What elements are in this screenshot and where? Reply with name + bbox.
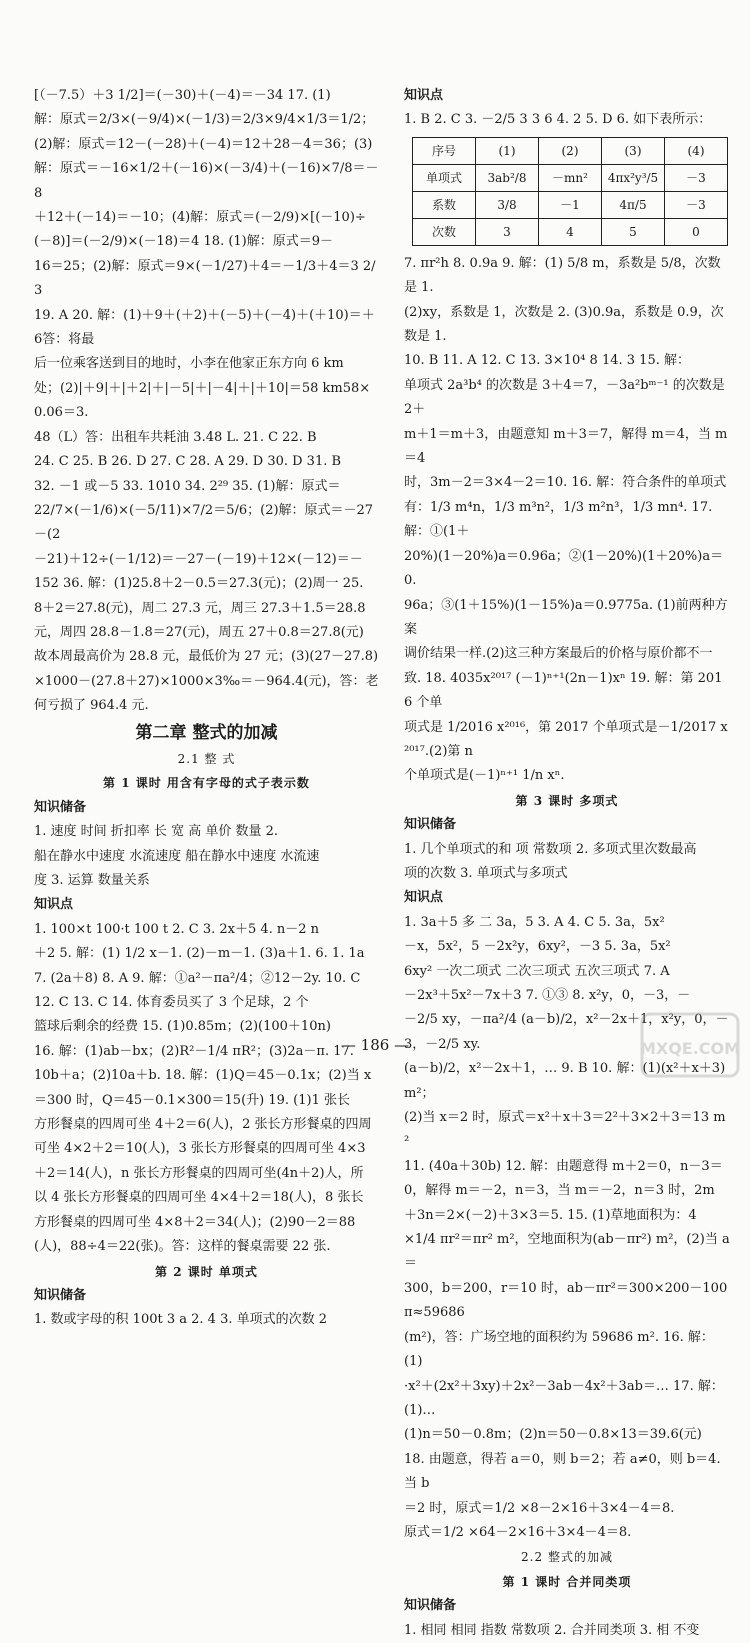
answer-line: 度 3. 运算 数量关系 bbox=[34, 873, 150, 888]
heading-title: 知识点 bbox=[34, 897, 74, 913]
heading-title: 知识点 bbox=[404, 88, 444, 103]
answer-line: 300，b＝200，r＝10 时，ab－πr²＝300×200－100π≈59686 bbox=[404, 1280, 728, 1321]
answer-line: 原式＝1/2 ×64－2×16＋3×4－4＝8. bbox=[404, 1524, 632, 1540]
table-cell: －3 bbox=[665, 164, 728, 191]
answer-line: 22/7×(－1/6)×(－5/11)×7/2＝5/6；(2)解：原式＝－27－(2 bbox=[34, 502, 374, 543]
heading-title: 知识储备 bbox=[34, 1287, 87, 1303]
answer-line: 故本周最高价为 28.8 元，最低价为 27 元；(3)(27－27.8) bbox=[34, 649, 379, 665]
table-cell: 3/8 bbox=[476, 191, 539, 218]
answer-line: ＋12＋(－14)＝－10；(4)解：原式＝(－2/9)×[(－10)÷ bbox=[34, 210, 366, 226]
watermark-logo bbox=[640, 1010, 740, 1080]
row-header-cell: 序号 bbox=[413, 137, 476, 164]
table-cell: 4 bbox=[539, 218, 602, 245]
answer-line: 96a；③(1＋15%)(1－15%)a＝0.9775a. (1)前两种方案 bbox=[404, 597, 728, 637]
section-title: 2.2 整式的加减 bbox=[521, 1550, 613, 1565]
table-cell: 0 bbox=[665, 218, 728, 245]
answer-line: 18. 由题意，得若 a＝0，则 b＝2；若 a≠0，则 b＝4. 当 b bbox=[404, 1451, 721, 1492]
table-cell: (1) bbox=[476, 137, 539, 164]
table-cell: (4) bbox=[665, 137, 728, 164]
answer-line: 1. B 2. C 3. －2/5 3 3 6 4. 2 5. D 6. 如下表所示： bbox=[404, 112, 712, 128]
table-cell: －mn² bbox=[539, 164, 602, 191]
answer-line: ＝2 时，原式＝1/2 ×8－2×16＋3×4－4＝8. bbox=[404, 1500, 675, 1516]
row-header-cell: 系数 bbox=[413, 191, 476, 218]
answer-line: －x，5x²，5 －2x²y，6xy²，－3 5. 3a，5x² bbox=[404, 939, 671, 955]
answer-line: 个单项式是(－1)ⁿ⁺¹ 1/n xⁿ. bbox=[404, 768, 565, 784]
answer-line: 元，周四 28.8－1.8＝27(元)，周五 27＋0.8＝27.8(元) bbox=[34, 624, 364, 640]
answer-line: 20%)(1－20%)a＝0.96a；②(1－20%)(1＋20%)a＝0. bbox=[404, 548, 724, 589]
answer-line: (1)n＝50－0.8m；(2)n＝50－0.8×13＝39.6(元) bbox=[404, 1427, 702, 1443]
answer-line: (m²)，答：广场空地的面积约为 59686 m². 16. 解：(1) bbox=[404, 1329, 714, 1370]
answer-line: m＋1＝m＋3，由题意知 m＋3＝7，解得 m＝4，当 m＝4 bbox=[404, 426, 728, 467]
answer-line: 1. 100×t 100·t 100 t 2. C 3. 2x＋5 4. n－2 n bbox=[34, 921, 320, 937]
answer-line: ×1000－(27.8＋27)×1000×3‰＝－964.4(元)，答：老 bbox=[34, 673, 379, 689]
answer-line: 16. 解：(1)ab－bx；(2)R²－1/4 πR²；(3)2a－π. 17. bbox=[34, 1043, 354, 1059]
answer-line: 32. －1 或－5 33. 1010 34. 2²⁹ 35. (1)解：原式＝ bbox=[34, 478, 341, 494]
page-number: — 186 — bbox=[340, 1036, 410, 1054]
answer-line: (2)解：原式＝12－(－28)＋(－4)＝12＋28－4＝36；(3) bbox=[34, 136, 373, 152]
answer-line: 8＋2＝27.8(元)，周二 27.3 元，周三 27.3＋1.5＝28.8 bbox=[34, 600, 366, 616]
right-column-bottom bbox=[404, 252, 730, 1643]
answer-line: 项的次数 3. 单项式与多项式 bbox=[404, 865, 568, 881]
right-column-top bbox=[404, 84, 730, 133]
answer-line: ＋2＝14(人)，n 张长方形餐桌的四周可坐(4n＋2)人，所 bbox=[34, 1165, 364, 1181]
row-header-cell: 次数 bbox=[413, 218, 476, 245]
answer-line: (a－b)/2，x²－2x＋1，… 9. B 10. 解：(1)(x²＋x＋3) m²； bbox=[404, 1061, 726, 1101]
answer-line: 何亏损了 964.4 元. bbox=[34, 698, 149, 714]
heading-title: 知识储备 bbox=[34, 799, 87, 815]
answer-line: 24. C 25. B 26. D 27. C 28. A 29. D 30. D 31. B bbox=[34, 454, 342, 470]
answer-line: 19. A 20. 解：(1)＋9＋(＋2)＋(－5)＋(－4)＋(＋10)＝＋6答：将最 bbox=[34, 307, 375, 348]
answer-line: 有：1/3 m⁴n，1/3 m³n²，1/3 m²n³，1/3 mn⁴. 17. 解：①(1＋ bbox=[404, 499, 713, 540]
answer-line: (人)，88÷4＝22(张)。答：这样的餐桌需要 22 张. bbox=[34, 1239, 331, 1255]
answer-line: 方形餐桌的四周可坐 4＋2＝6(人)，2 张长方形餐桌的四周 bbox=[34, 1117, 372, 1133]
answer-line: ＋3n＝2×(－2)＋3×3＝5. 15. (1)草地面积为：4 bbox=[404, 1207, 697, 1223]
answer-line: (2)xy，系数是 1，次数是 2. (3)0.9a，系数是 0.9，次数是 1. bbox=[404, 304, 724, 345]
answer-line: [（－7.5）＋3 1/2]＝(－30)＋(－4)＝－34 17. (1) bbox=[34, 88, 331, 103]
answer-line: 船在静水中速度 水流速度 船在静水中速度 水流速 bbox=[34, 848, 320, 864]
svg-text:MXQE.COM: MXQE.COM bbox=[640, 1039, 740, 1058]
lesson-title: 第 2 课时 单项式 bbox=[155, 1264, 258, 1279]
answer-line: 方形餐桌的四周可坐 4×8＋2＝34(人)；(2)90－2＝88 bbox=[34, 1214, 356, 1230]
answer-line: 解：原式＝－16×1/2＋(－16)×(－3/4)＋(－16)×7/8＝－8 bbox=[34, 161, 379, 201]
answer-line: 单项式 2a³b⁴ 的次数是 3＋4＝7，－3a²bᵐ⁻¹ 的次数是 2＋ bbox=[404, 377, 725, 418]
answer-line: 7. (2a＋8) 8. A 9. 解：①a²－πa²/4；②12－2y. 10. C bbox=[34, 970, 361, 986]
answer-line: (2)当 x＝2 时，原式＝x²＋x＋3＝2²＋3×2＋3＝13 m² bbox=[404, 1110, 726, 1150]
table-cell: －1 bbox=[539, 191, 602, 218]
chapter-title: 第二章 整式的加减 bbox=[135, 722, 278, 743]
section-title: 2.1 整 式 bbox=[177, 751, 236, 766]
answer-line: ·x²＋(2x²＋3xy)＋2x²－3ab－4x²＋3ab＝… 17. 解：(1)… bbox=[404, 1378, 724, 1418]
answer-line: －2/5 xy，－πa²/4 (a－b)/2，x²－2x＋1，x²y，0，－3，－2/5 xy. bbox=[404, 1012, 729, 1052]
answer-line: 12. C 13. C 14. 体育委员买了 3 个足球，2 个 bbox=[34, 995, 309, 1011]
heading-title: 知识点 bbox=[404, 890, 444, 906]
answer-line: 48（L）答：出租车共耗油 3.48 L. 21. C 22. B bbox=[34, 429, 317, 445]
table-row bbox=[413, 191, 728, 218]
answer-line: 处；(2)|＋9|＋|＋2|＋|－5|＋|－4|＋|＋10|＝58 km58×0.06＝3. bbox=[34, 380, 371, 421]
answer-line: (－8)]＝(－2/9)×(－18)＝4 18. (1)解：原式＝9－ bbox=[34, 234, 334, 250]
table-cell: 4π/5 bbox=[602, 191, 665, 218]
table-cell: 3ab²/8 bbox=[476, 164, 539, 191]
table-cell: 5 bbox=[602, 218, 665, 245]
row-header-cell: 单项式 bbox=[413, 164, 476, 191]
heading-title: 知识储备 bbox=[404, 1598, 457, 1614]
answer-line: 11. (40a＋30b) 12. 解：由题意得 m＋2＝0，n－3＝0，解得 m＝－2，n＝3，当 m＝－2，n＝3 时，2m bbox=[404, 1158, 723, 1199]
heading-title: 知识储备 bbox=[404, 817, 457, 833]
answer-line: 解：原式＝2/3×(－9/4)×(－1/3)＝2/3×9/4×1/3＝1/2； bbox=[34, 112, 375, 128]
answer-line: 1. 速度 时间 折扣率 长 宽 高 单价 数量 2. bbox=[34, 824, 278, 840]
answer-line: 16＝25；(2)解：原式＝9×(－1/27)＋4＝－1/3＋4＝3 2/3 bbox=[34, 258, 376, 299]
answer-line: 后一位乘客送到目的地时，小李在他家正东方向 6 km bbox=[34, 356, 344, 372]
answer-line: 1. 数或字母的积 100t 3 a 2. 4 3. 单项式的次数 2 bbox=[34, 1312, 328, 1328]
lesson-title: 第 1 课时 合并同类项 bbox=[502, 1574, 632, 1589]
answer-line: ＋2 5. 解：(1) 1/2 x－1. (2)－m－1. (3)a＋1. 6. 1. 1a bbox=[34, 946, 365, 962]
answer-line: 1. 3a＋5 多 二 3a，5 3. A 4. C 5. 3a，5x² bbox=[404, 914, 665, 930]
table-row bbox=[413, 218, 728, 245]
answer-line: 10. B 11. A 12. C 13. 3×10⁴ 8 14. 3 15. 解： bbox=[404, 353, 690, 369]
answer-line: 致. 18. 4035x²⁰¹⁷ (－1)ⁿ⁺¹(2n－1)xⁿ 19. 解：第 2016 个单 bbox=[404, 670, 723, 711]
answer-line: －2x³＋5x²－7x＋3 7. ①③ 8. x²y，0，－3，－ bbox=[404, 988, 691, 1003]
left-column bbox=[34, 84, 379, 1333]
table-cell: －3 bbox=[665, 191, 728, 218]
table-row bbox=[413, 137, 728, 164]
table-cell: (3) bbox=[602, 137, 665, 164]
answer-line: 6xy² 一次二项式 二次三项式 五次三项式 7. A bbox=[404, 963, 670, 979]
answer-line: ＝300 时，Q＝45－0.1×300＝15(升) 19. (1)1 张长 bbox=[34, 1092, 350, 1108]
table-cell: (2) bbox=[539, 137, 602, 164]
answer-line: 以 4 张长方形餐桌的四周可坐 4×4＋2＝18(人)，8 张长 bbox=[34, 1190, 364, 1206]
answer-line: 1. 相同 相同 指数 常数项 2. 合并同类项 3. 相 不变 bbox=[404, 1622, 700, 1638]
answer-line: 7. πr²h 8. 0.9a 9. 解：(1) 5/8 m，系数是 5/8，次数是 1. bbox=[404, 255, 721, 296]
answer-line: 可坐 4×2＋2＝10(人)，3 张长方形餐桌的四周可坐 4×3 bbox=[34, 1141, 366, 1157]
lesson-title: 第 3 课时 多项式 bbox=[515, 793, 619, 808]
table-row bbox=[413, 164, 728, 191]
answer-line: 152 36. 解：(1)25.8＋2－0.5＝27.3(元)；(2)周一 25. bbox=[34, 576, 364, 592]
answer-line: 调价结果一样.(2)这三种方案最后的价格与原价都不一 bbox=[404, 646, 713, 662]
answer-line: 1. 几个单项式的和 项 常数项 2. 多项式里次数最高 bbox=[404, 841, 697, 857]
answer-line: 项式是 1/2016 x²⁰¹⁶，第 2017 个单项式是－1/2017 x²⁰¹⁷.(2)第 n bbox=[404, 719, 728, 759]
answer-line: 时，3m－2＝3×4－2＝10. 16. 解：符合条件的单项式 bbox=[404, 475, 727, 491]
table-cell: 4πx²y³/5 bbox=[602, 164, 665, 191]
answer-line: 篮球后剩余的经费 15. (1)0.85m；(2)(100＋10n) bbox=[34, 1019, 331, 1035]
table-cell: 3 bbox=[476, 218, 539, 245]
lesson-title: 第 1 课时 用含有字母的式子表示数 bbox=[103, 776, 310, 791]
answer-line: 10b＋a；(2)10a＋b. 18. 解：(1)Q＝45－0.1x；(2)当 x bbox=[34, 1068, 372, 1084]
answer-line: ×1/4 πr²＝πr² m²，空地面积为(ab－πr²) m²，(2)当 a＝ bbox=[404, 1232, 730, 1272]
right-column bbox=[404, 84, 730, 1643]
monomial-table bbox=[412, 137, 728, 246]
answer-line: －21)＋12÷(－1/12)＝－27－(－19)＋12×(－12)＝－ bbox=[34, 551, 363, 567]
